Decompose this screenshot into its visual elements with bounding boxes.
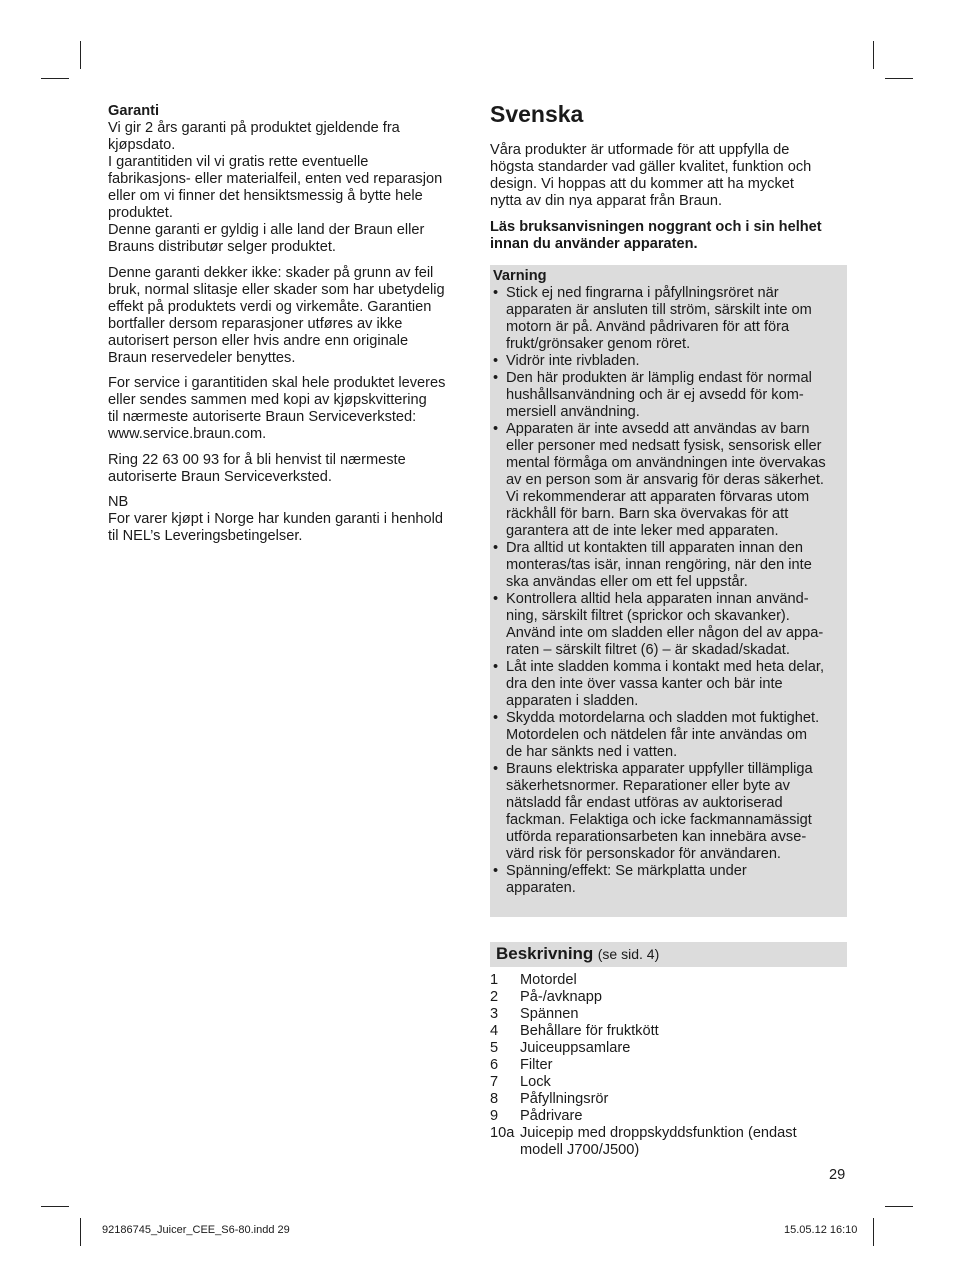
guarantee-paragraph-3: For service i garantitiden skal hele produktet leveres eller sendes sammen med kopi av kjøpskvittering til nærmeste autoriserte Braun Serviceverksted: www.service.braun.com. bbox=[108, 375, 446, 442]
list-item: 3 Spännen bbox=[490, 1006, 579, 1022]
list-item: • Dra alltid ut kontakten till apparaten innan den monteras/tas isär, innan rengöring, när den inte ska användas eller om ett fel uppstår. bbox=[493, 540, 812, 590]
footer-filename: 92186745_Juicer_CEE_S6-80.indd 29 bbox=[102, 1224, 290, 1236]
list-item: • Brauns elektriska apparater uppfyller tillämpliga säkerhetsnormer. Reparationer eller byte av nätsladd får endast utföras av auktoriserad fackman. Felaktiga och icke fackmannamässigt utförda reparationsarbeten kan innebära avse- värd risk för personskador för användaren. bbox=[493, 761, 813, 862]
list-item: • Låt inte sladden komma i kontakt med heta delar, dra den inte över vassa kanter och bär inte apparaten i sladden. bbox=[493, 659, 825, 709]
page-title: Svenska bbox=[490, 101, 584, 127]
parts-list bbox=[490, 972, 847, 1159]
list-item: 1 Motordel bbox=[490, 972, 577, 988]
description-title: Beskrivning bbox=[496, 944, 594, 963]
crop-mark-top-left-v bbox=[80, 41, 81, 69]
list-item: 6 Filter bbox=[490, 1057, 553, 1073]
guarantee-paragraph-5: NB For varer kjøpt i Norge har kunden garanti i henhold til NEL’s Leveringsbetingelser. bbox=[108, 494, 444, 544]
crop-mark-top-left-h bbox=[41, 78, 69, 79]
guarantee-paragraph-2: Denne garanti dekker ikke: skader på grunn av feil bruk, normal slitasje eller skader som har ubetydelig effekt på produktets verdi og virkemåte. Garantien bortfaller dersom reparasjoner utføres av ikke autorisert person eller hvis andre enn originale Braun reservedeler benyttes. bbox=[108, 264, 445, 366]
warning-box bbox=[490, 265, 847, 917]
guarantee-section bbox=[108, 103, 470, 554]
crop-mark-bottom-left-h bbox=[41, 1206, 69, 1207]
guarantee-heading: Garanti bbox=[108, 103, 160, 119]
list-item: 5 Juiceuppsamlare bbox=[490, 1040, 631, 1056]
list-item: 2 På-/avknapp bbox=[490, 989, 602, 1005]
list-item: • Den här produkten är lämplig endast för normal hushållsanvändning och är ej avsedd för kom- mersiell användning. bbox=[493, 370, 812, 420]
list-item: • Apparaten är inte avsedd att användas av barn eller personer med nedsatt fysisk, sensorisk eller mental förmåga om användningen inte övervakas av en person som är ansvarig för deras säkerhet. Vi rekommenderar att apparaten förvaras utom räckhåll för barn. Barn ska övervakas för att garantera att de inte leker med apparaten. bbox=[493, 421, 826, 539]
swedish-section bbox=[490, 100, 847, 262]
list-item: • Kontrollera alltid hela apparaten innan använd- ning, särskilt filtret (sprickor och skavanker). Använd inte om sladden eller någon del av appa- raten – särskilt filtret (6) – är skadad/skadat. bbox=[493, 591, 824, 658]
guarantee-paragraph-4: Ring 22 63 00 93 for å bli henvist til nærmeste autoriserte Braun Serviceverksted. bbox=[108, 451, 406, 485]
read-instructions-note: Läs bruksanvisningen noggrant och i sin helhet innan du använder apparaten. bbox=[490, 219, 822, 252]
list-item: 9 Pådrivare bbox=[490, 1108, 583, 1124]
warning-title: Varning bbox=[493, 268, 547, 284]
list-item: 10a Juicepip med droppskyddsfunktion (endast modell J700/J500) bbox=[490, 1125, 797, 1158]
list-item: • Stick ej ned fingrarna i påfyllningsröret när apparaten är ansluten till ström, särskilt inte om motorn är på. Använd pådrivaren för att föra frukt/grönsaker genom röret. bbox=[493, 285, 812, 352]
list-item: • Spänning/effekt: Se märkplatta under apparaten. bbox=[493, 863, 747, 896]
page-number: 29 bbox=[829, 1167, 846, 1183]
footer-timestamp: 15.05.12 16:10 bbox=[784, 1224, 858, 1236]
list-item: • Skydda motordelarna och sladden mot fuktighet. Motordelen och nätdelen får inte användas om de har sänkts ned i vatten. bbox=[493, 710, 820, 760]
list-item: 4 Behållare för fruktkött bbox=[490, 1023, 659, 1039]
crop-mark-bottom-right-h bbox=[885, 1206, 913, 1207]
warning-list bbox=[493, 285, 843, 897]
guarantee-paragraph-1: Vi gir 2 års garanti på produktet gjeldende fra kjøpsdato. I garantitiden vil vi gratis rette eventuelle fabrikasjons- eller materialfeil, enten ved reparasjon eller om vi finner det hensiktsmessig å bytte hele produktet. Denne garanti er gyldig i alle land der Braun eller Brauns distributør selger produktet. bbox=[108, 120, 443, 255]
list-item: • Vidrör inte rivbladen. bbox=[493, 353, 640, 369]
crop-mark-bottom-left-v bbox=[80, 1218, 81, 1246]
description-heading bbox=[490, 942, 847, 967]
intro-paragraph: Våra produkter är utformade för att uppfylla de högsta standarder vad gäller kvalitet, funktion och design. Vi hoppas att du kommer att ha mycket nytta av din nya apparat från Braun. bbox=[490, 142, 812, 209]
crop-mark-bottom-right-v bbox=[873, 1218, 874, 1246]
crop-mark-top-right-v bbox=[873, 41, 874, 69]
crop-mark-top-right-h bbox=[885, 78, 913, 79]
list-item: 8 Påfyllningsrör bbox=[490, 1091, 609, 1107]
list-item: 7 Lock bbox=[490, 1074, 551, 1090]
description-subtitle: (se sid. 4) bbox=[597, 946, 660, 962]
